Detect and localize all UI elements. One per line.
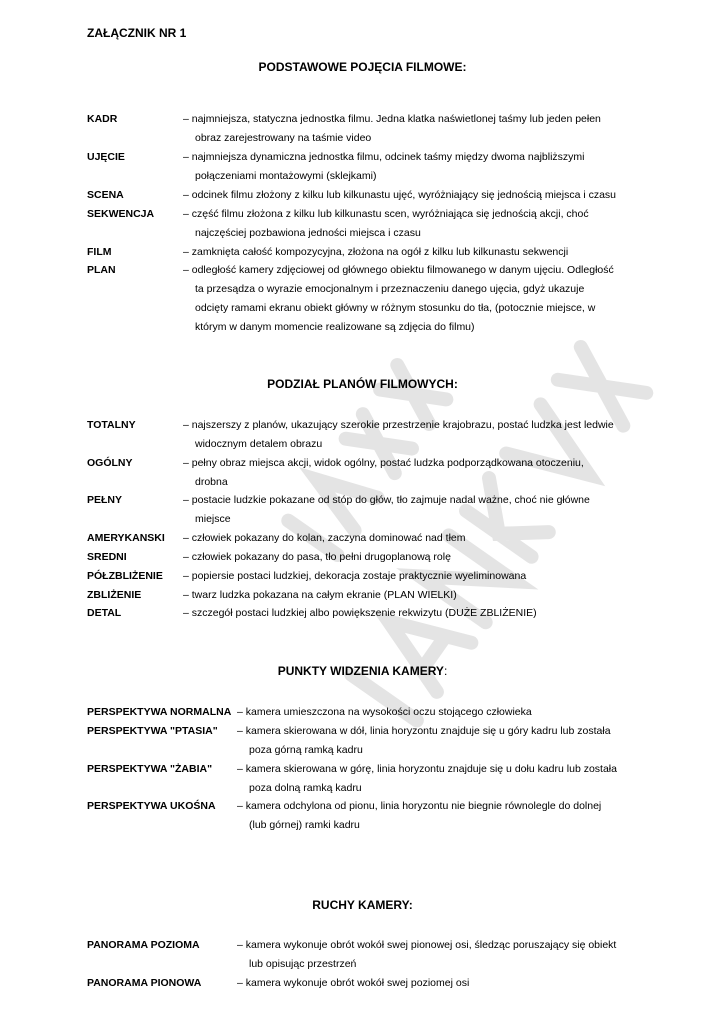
term-label: SEKWENCJA (87, 208, 155, 220)
definition-text (183, 586, 457, 605)
definition-text (183, 110, 601, 148)
section-heading-shot-types (0, 377, 725, 391)
section-heading-text: PUNKTY WIDZENIA KAMERY (277, 664, 444, 678)
term-label: PEŁNY (87, 494, 123, 506)
definition-line: obraz zarejestrowany na taśmie video (195, 132, 372, 144)
definition-line: poza dolną ramką kadru (249, 782, 362, 794)
section-heading-camera-viewpoints (0, 664, 725, 678)
section-heading-text: RUCHY KAMERY: (312, 898, 413, 912)
term-label: FILM (87, 246, 112, 258)
section-heading-text: PODZIAŁ PLANÓW FILMOWYCH: (267, 377, 458, 391)
definition-text (183, 604, 537, 623)
term-label: PERSPEKTYWA "PTASIA" (87, 725, 218, 737)
term-label: AMERYKANSKI (87, 532, 165, 544)
definition-text (237, 722, 611, 760)
definition-line: – popiersie postaci ludzkiej, dekoracja zostaje praktycznie wyeliminowana (183, 570, 527, 582)
definition-text (183, 243, 568, 262)
definition-line: którym w danym momencie realizowane są zdjęcia do filmu) (195, 321, 475, 333)
section-heading-basic-terms (0, 60, 725, 74)
term-label: PANORAMA POZIOMA (87, 939, 200, 951)
section-heading-suffix: : (443, 664, 448, 678)
term-label: TOTALNY (87, 419, 136, 431)
definition-line: – zamknięta całość kompozycyjna, złożona na ogół z kilku lub kilkunastu sekwencji (183, 246, 569, 258)
section-heading-camera-movements (0, 898, 725, 912)
definition-line: – pełny obraz miejsca akcji, widok ogólny, postać ludzka podporządkowana otoczeniu, (183, 457, 584, 469)
definition-line: najczęściej pozbawiona jedności miejsca i czasu (195, 227, 421, 239)
definition-line: – postacie ludzkie pokazane od stóp do głów, tło zajmuje nadal ważne, choć nie główne (183, 494, 590, 506)
definition-line: – najszerszy z planów, ukazujący szerokie przestrzenie krajobrazu, postać ludzka jest ledwie (183, 419, 614, 431)
definition-line: ta przesądza o wyrazie emocjonalnym i przeznaczeniu danego ujęcia, gdyż ukazuje (195, 283, 585, 295)
definition-line: – odcinek filmu złożony z kilku lub kilkunastu ujęć, wyróżniający się jednością miejsca i czasu (183, 189, 617, 201)
definition-line: – kamera skierowana w górę, linia horyzontu znajduje się u dołu kadru lub została (237, 763, 617, 775)
definition-line: – najmniejsza dynamiczna jednostka filmu, odcinek taśmy między dwoma najbliższymi (183, 151, 585, 163)
definition-line: – część filmu złożona z kilku lub kilkunastu scen, wyróżniająca się jednością akcji, choć (183, 208, 589, 220)
definition-text (183, 567, 526, 586)
definition-text (183, 416, 614, 454)
definition-line: – odległość kamery zdjęciowej od głównego obiektu filmowanego w danym ujęciu. Odległość (183, 264, 614, 276)
annex-title: ZAŁĄCZNIK NR 1 (87, 26, 187, 40)
term-label: PÓŁZBLIŻENIE (87, 570, 163, 582)
term-label: ZBLIŻENIE (87, 589, 142, 601)
definition-line: – szczegół postaci ludzkiej albo powiększenie rekwizytu (DUŻE ZBLIŻENIE) (183, 607, 537, 619)
term-label: PERSPEKTYWA NORMALNA (87, 706, 232, 718)
definition-line: (lub górnej) ramki kadru (249, 819, 360, 831)
definition-text (183, 529, 466, 548)
definition-line: – kamera skierowana w dół, linia horyzontu znajduje się u góry kadru lub została (237, 725, 611, 737)
definition-line: – kamera wykonuje obrót wokół swej pionowej osi, śledząc poruszający się obiekt (237, 939, 617, 951)
term-label: OGÓLNY (87, 457, 133, 469)
definition-line: miejsce (195, 513, 231, 525)
definition-text (183, 261, 614, 337)
definition-line: – twarz ludzka pokazana na całym ekranie (PLAN WIELKI) (183, 589, 457, 601)
definition-text (183, 491, 590, 529)
definition-line: – kamera odchylona od pionu, linia horyzontu nie biegnie równolegle do dolnej (237, 800, 602, 812)
definition-line: – kamera wykonuje obrót wokół swej poziomej osi (237, 977, 470, 989)
term-label: PERSPEKTYWA UKOŚNA (87, 800, 216, 812)
term-label: UJĘCIE (87, 151, 125, 163)
term-label: PLAN (87, 264, 116, 276)
term-label: SCENA (87, 189, 124, 201)
term-label: KADR (87, 113, 118, 125)
term-label: PANORAMA PIONOWA (87, 977, 202, 989)
definition-line: drobna (195, 476, 228, 488)
term-label: SREDNI (87, 551, 127, 563)
definition-line: – najmniejsza, statyczna jednostka filmu. Jedna klatka naświetlonej taśmy lub jeden pełen (183, 113, 601, 125)
definition-text (183, 548, 451, 567)
definition-line: odcięty ramami ekranu obiekt główny w różnym stosunku do tła, (potocznie miejsce, w (195, 302, 596, 314)
definition-text (183, 148, 585, 186)
term-label: PERSPEKTYWA "ŻABIA" (87, 763, 213, 775)
definition-text (237, 797, 601, 835)
definition-line: poza górną ramką kadru (249, 744, 363, 756)
definition-text (237, 703, 532, 722)
definition-text (237, 760, 617, 798)
definition-text (183, 186, 616, 205)
definition-line: lub opisując przestrzeń (249, 958, 357, 970)
term-label: DETAL (87, 607, 122, 619)
definition-line: – kamera umieszczona na wysokości oczu stojącego człowieka (237, 706, 532, 718)
definition-line: widocznym detalem obrazu (195, 438, 323, 450)
definition-text (237, 974, 469, 993)
definition-line: – człowiek pokazany do pasa, tło pełni drugoplanową rolę (183, 551, 451, 563)
definition-line: połączeniami montażowymi (sklejkami) (195, 170, 377, 182)
section-heading-text: PODSTAWOWE POJĘCIA FILMOWE: (258, 60, 467, 74)
definition-text (183, 454, 584, 492)
definition-text (237, 936, 616, 974)
definition-text (183, 205, 589, 243)
definition-line: – człowiek pokazany do kolan, zaczyna dominować nad tłem (183, 532, 466, 544)
